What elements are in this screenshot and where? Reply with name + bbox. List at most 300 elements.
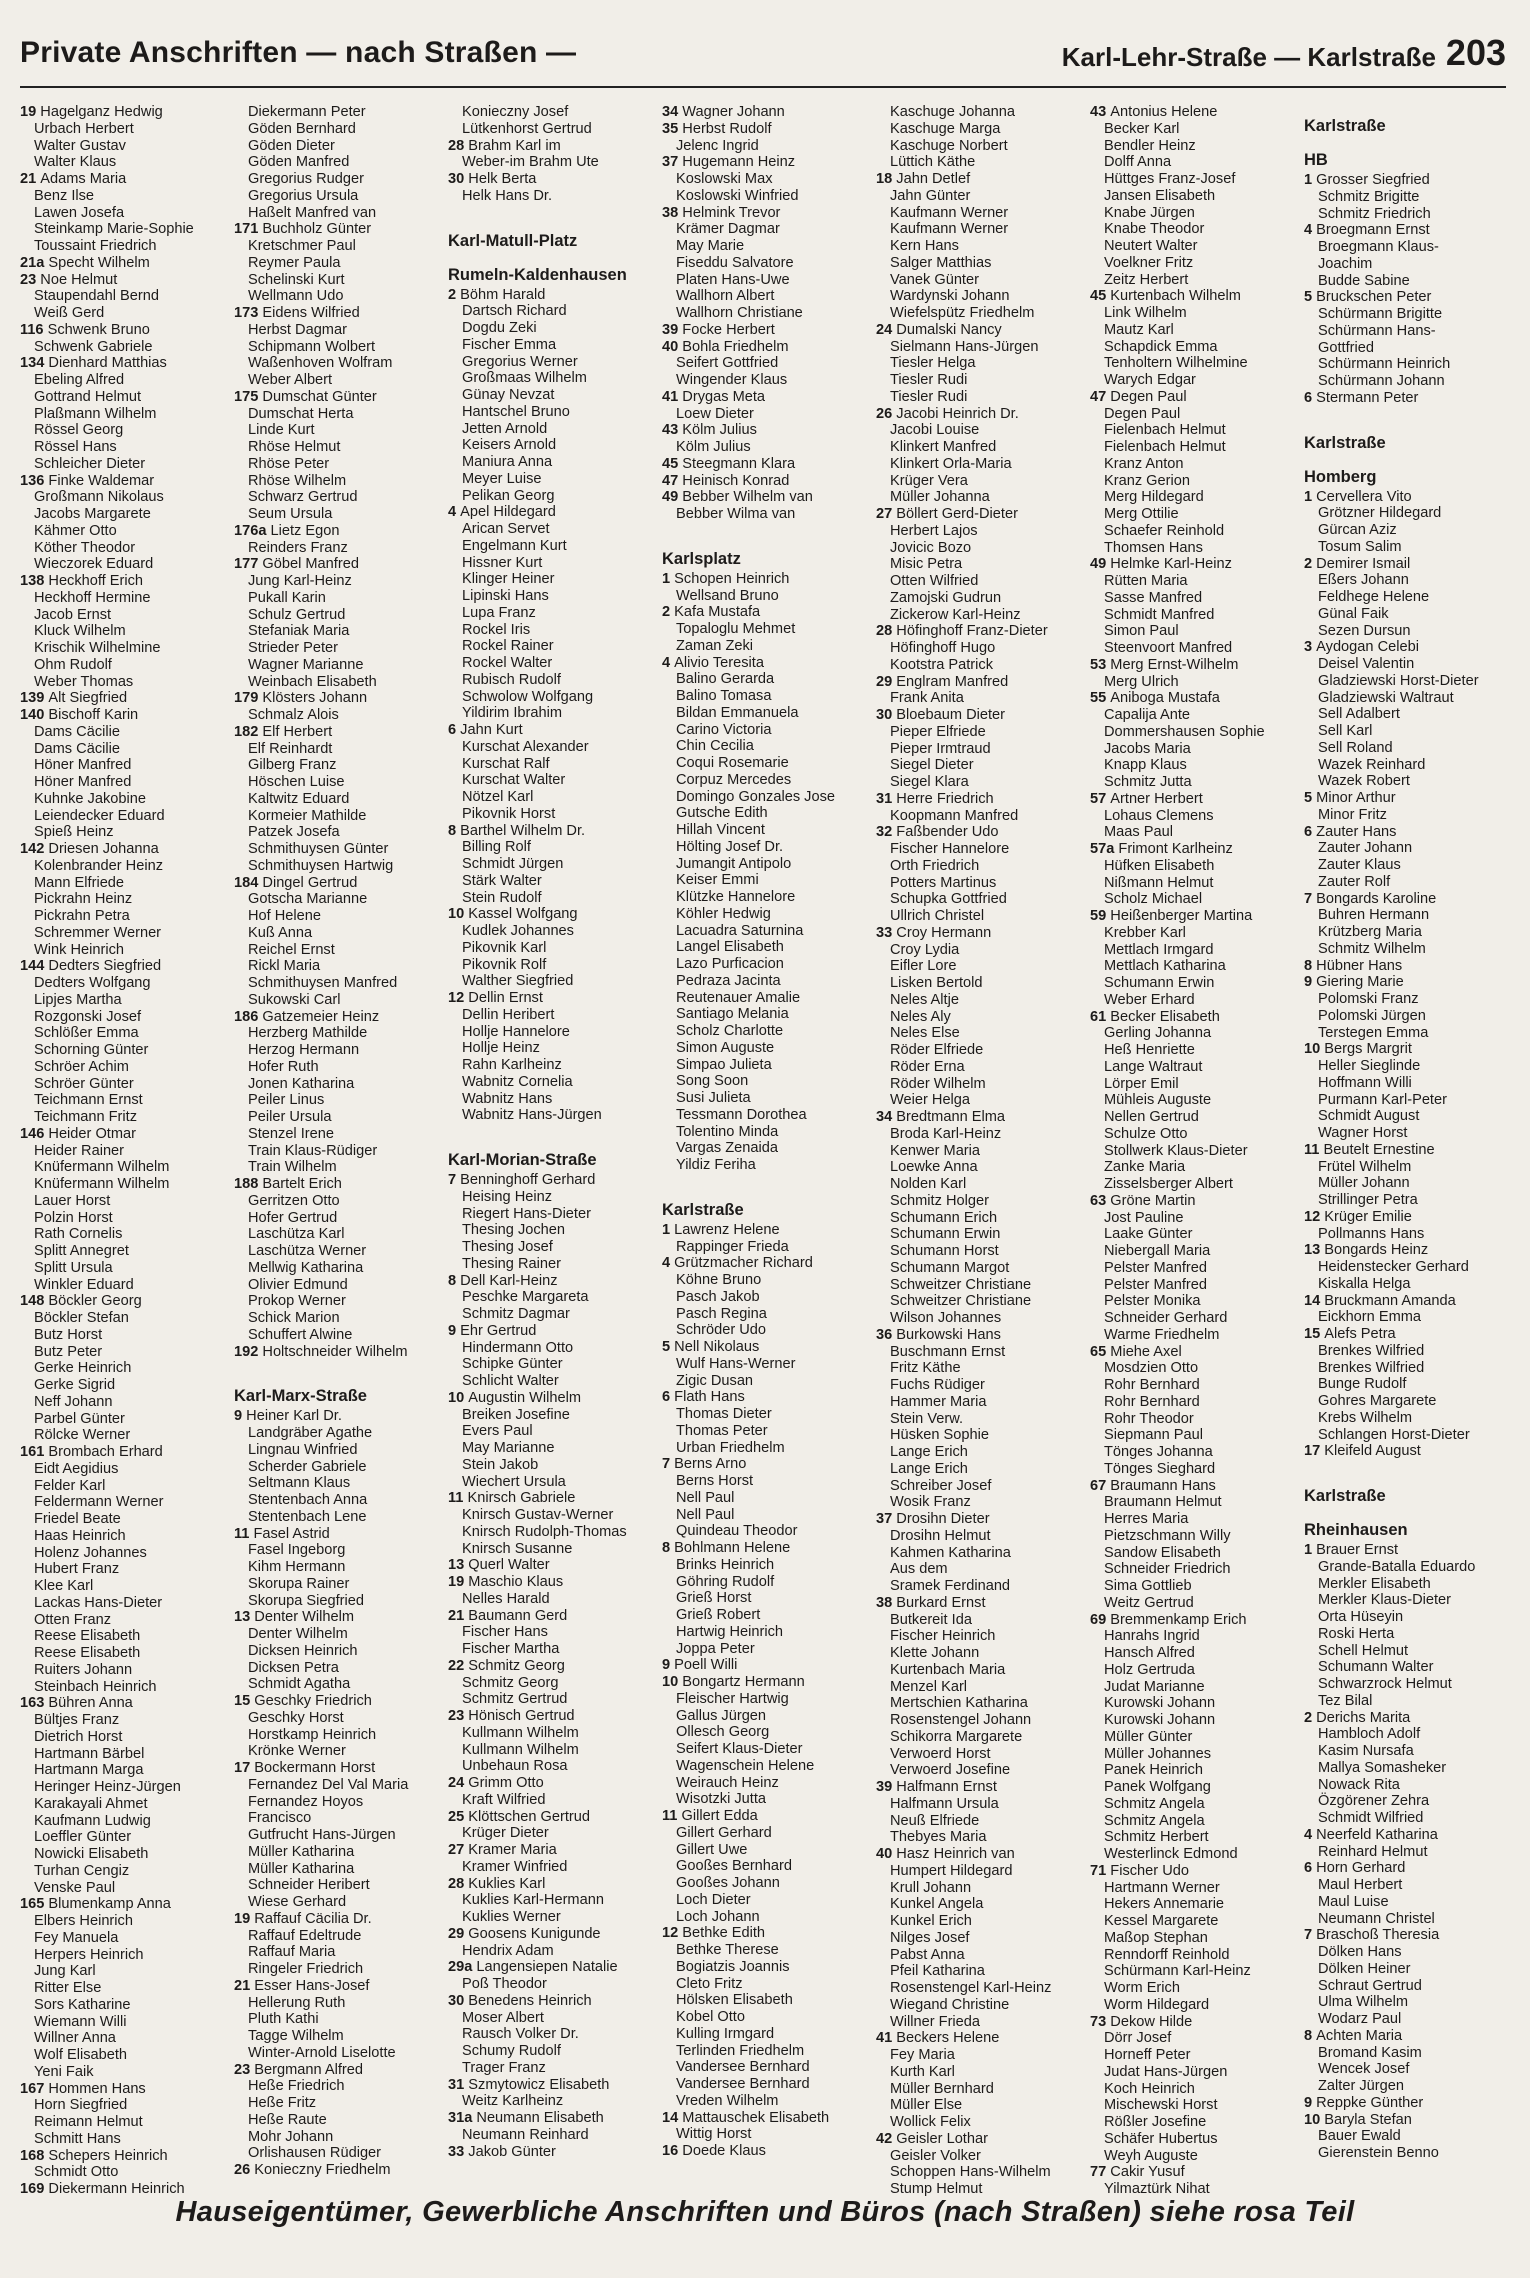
- resident-entry: Potters Martinus: [890, 874, 997, 891]
- resident-name: Bergs Margrit: [1324, 1041, 1412, 1058]
- house-entry: [876, 1109, 1082, 1126]
- house-number: 38: [876, 1594, 897, 1611]
- resident-name: Schwenk Bruno: [47, 321, 150, 338]
- resident-entry: Jonen Katharina: [248, 1075, 355, 1092]
- resident-entry: Schikorra Margarete: [890, 1728, 1023, 1745]
- house-number: 1: [1304, 172, 1317, 188]
- resident-entry: Gerritzen Otto: [248, 1192, 340, 1209]
- resident-entry: Schelinski Kurt: [248, 271, 345, 288]
- resident-entry: Schweitzer Christiane: [890, 1293, 1032, 1310]
- resident-entry: Stenzel Irene: [248, 1125, 334, 1142]
- resident-entry: Vandersee Bernhard: [676, 2076, 810, 2092]
- resident-entry: Röder Wilhelm: [890, 1075, 986, 1092]
- resident-name: Braumann Hans: [1110, 1477, 1216, 1494]
- resident-entry: Zigic Dusan: [676, 1372, 754, 1389]
- resident-name: Merg Ernst-Wilhelm: [1110, 656, 1239, 673]
- resident-entry: Brenkes Wilfried: [1318, 1359, 1425, 1376]
- resident-entry: Steinkamp Marie-Sophie: [34, 221, 194, 238]
- resident-name: Denter Wilhelm: [254, 1609, 355, 1626]
- house-number: 7: [1304, 890, 1317, 907]
- resident-entry: Gohres Margarete: [1318, 1393, 1437, 1409]
- resident-entry: Schlößer Emma: [34, 1025, 139, 1042]
- resident-entry: Wieczorek Eduard: [34, 556, 154, 573]
- resident-entry: Kurtenbach Maria: [890, 1661, 1006, 1678]
- house-entry: [1090, 657, 1296, 674]
- resident-entry: Fielenbach Helmut: [1104, 422, 1226, 439]
- resident-name: Böllert Gerd-Dieter: [896, 506, 1018, 522]
- resident-entry: Reymer Paula: [248, 254, 341, 271]
- resident-entry: Hammer Maria: [890, 1393, 987, 1410]
- resident-entry: Köhne Bruno: [676, 1272, 762, 1288]
- house-number: 24: [448, 1775, 469, 1791]
- house-number: 28: [876, 623, 897, 640]
- resident-entry: Hansch Alfred: [1104, 1645, 1195, 1661]
- house-number: 11: [1304, 1141, 1324, 1158]
- house-number: 2: [1304, 555, 1317, 572]
- house-number: 63: [1090, 1192, 1111, 1209]
- house-number: 182: [234, 723, 263, 740]
- resident-entry: Seifert Klaus-Dieter: [676, 1741, 803, 1757]
- resident-entry: Susi Julieta: [676, 1090, 751, 1106]
- house-number: 139: [20, 690, 49, 707]
- resident-entry: Schmitt Hans: [34, 2130, 121, 2147]
- resident-entry: Pickrahn Heinz: [34, 891, 133, 908]
- resident-name: Bruckmann Amanda: [1324, 1292, 1456, 1309]
- house-number: 17: [234, 1760, 255, 1776]
- house-entry: [1090, 1009, 1296, 1026]
- resident-entry: Francisco: [248, 1810, 312, 1827]
- resident-entry: Tez Bilal: [1318, 1692, 1373, 1709]
- spacer: [234, 1360, 440, 1374]
- resident-name: Bredtmann Elma: [896, 1109, 1005, 1125]
- resident-entry: Langel Elisabeth: [676, 939, 784, 956]
- resident-entry: Maßop Stephan: [1104, 1929, 1208, 1946]
- resident-name: Giering Marie: [1316, 974, 1404, 991]
- resident-entry: Fischer Heinrich: [890, 1628, 996, 1645]
- house-number: 12: [1304, 1208, 1325, 1225]
- house-number: 7: [448, 1172, 461, 1188]
- resident-name: Bethke Edith: [682, 1925, 766, 1942]
- resident-name: Jahn Detlef: [896, 171, 971, 187]
- resident-entry: Stentenbach Lene: [248, 1508, 367, 1525]
- house-entry: [876, 707, 1082, 724]
- resident-entry: Scherder Gabriele: [248, 1458, 367, 1475]
- house-entry: [1090, 1478, 1296, 1495]
- resident-entry: Nelles Harald: [462, 1590, 550, 1607]
- house-entry: [1090, 1193, 1296, 1210]
- house-entry: [448, 2110, 654, 2127]
- house-number: 10: [448, 1389, 469, 1406]
- resident-entry: Kurschat Alexander: [462, 738, 589, 755]
- resident-entry: Koch Heinrich: [1104, 2080, 1195, 2097]
- resident-entry: Weier Helga: [890, 1092, 971, 1109]
- resident-entry: Parbel Günter: [34, 1410, 125, 1427]
- house-number: 39: [662, 321, 683, 338]
- house-number: 13: [1304, 1242, 1325, 1259]
- resident-entry: Wink Heinrich: [34, 941, 125, 958]
- resident-entry: Peschke Margareta: [462, 1289, 589, 1306]
- resident-entry: Müller Katharina: [248, 1860, 355, 1877]
- resident-entry: Gooßes Johann: [676, 1875, 780, 1891]
- resident-entry: Hüsken Sophie: [890, 1427, 989, 1444]
- house-number: 31: [876, 790, 897, 807]
- house-entry: [662, 489, 868, 506]
- resident-entry: Grieß Robert: [676, 1607, 761, 1623]
- house-number: 40: [876, 1846, 897, 1862]
- resident-entry: Wiechert Ursula: [462, 1473, 566, 1490]
- resident-entry: Kaschuge Norbert: [890, 137, 1008, 154]
- house-number: 8: [1304, 957, 1317, 974]
- house-entry: [448, 823, 654, 840]
- resident-name: Bockermann Horst: [254, 1760, 376, 1776]
- house-number: 34: [662, 104, 683, 120]
- house-number: 26: [876, 405, 897, 422]
- resident-entry: Pelster Manfred: [1104, 1259, 1208, 1276]
- house-number: 2: [1304, 1709, 1317, 1726]
- resident-name: Dienhard Matthias: [48, 355, 167, 372]
- house-number: 15: [234, 1693, 255, 1709]
- resident-name: Becker Elisabeth: [1110, 1008, 1220, 1025]
- house-number: 7: [662, 1456, 675, 1473]
- resident-entry: Worm Hildegard: [1104, 1996, 1210, 2013]
- resident-entry: Schumann Margot: [890, 1259, 1010, 1276]
- resident-entry: Raffauf Maria: [248, 1944, 336, 1961]
- resident-entry: Salger Matthias: [890, 254, 992, 271]
- resident-entry: Feldermann Werner: [34, 1494, 164, 1511]
- resident-entry: Wardynski Johann: [890, 288, 1010, 305]
- house-entry: [20, 1293, 226, 1310]
- resident-entry: Panek Wolfgang: [1104, 1779, 1211, 1795]
- resident-entry: Orlishausen Rüdiger: [248, 2145, 382, 2162]
- resident-entry: Skorupa Siegfried: [248, 1592, 365, 1609]
- resident-entry: Gillert Uwe: [676, 1841, 748, 1858]
- resident-entry: Schweitzer Christiane: [890, 1276, 1032, 1293]
- resident-name: Brauer Ernst: [1316, 1542, 1399, 1558]
- house-number: 10: [1304, 2111, 1325, 2128]
- resident-entry: Merkler Elisabeth: [1318, 1575, 1431, 1592]
- house-number: 24: [876, 321, 897, 338]
- resident-name: Grimm Otto: [468, 1775, 544, 1791]
- resident-entry: Wellsand Bruno: [676, 587, 779, 604]
- resident-entry: Sell Karl: [1318, 723, 1373, 739]
- house-number: 41: [662, 388, 683, 405]
- resident-entry: Krämer Dagmar: [676, 221, 780, 238]
- resident-entry: Weber Erhard: [1104, 991, 1195, 1008]
- resident-entry: Schoppen Hans-Wilhelm: [890, 2164, 1051, 2181]
- house-entry: [448, 2077, 654, 2094]
- house-entry: [662, 1389, 868, 1406]
- resident-name: Horn Gerhard: [1316, 1860, 1406, 1877]
- house-number: 14: [1304, 1292, 1325, 1309]
- house-entry: [234, 1693, 440, 1710]
- resident-entry: Domingo Gonzales Jose: [676, 788, 835, 805]
- house-number: 8: [1304, 2027, 1317, 2044]
- resident-entry: Herzberg Mathilde: [248, 1025, 368, 1042]
- house-entry: [234, 221, 440, 238]
- house-entry: [20, 2081, 226, 2098]
- resident-entry: Steinbach Heinrich: [34, 1678, 157, 1695]
- resident-entry: Thesing Jochen: [462, 1222, 566, 1239]
- resident-entry: Wolf Elisabeth: [34, 2047, 128, 2063]
- resident-entry: Eickhorn Emma: [1318, 1309, 1421, 1326]
- house-entry: [448, 722, 654, 739]
- resident-entry: Lüttich Käthe: [890, 154, 976, 171]
- resident-entry: Zauter Klaus: [1318, 857, 1401, 873]
- spacer: [1304, 407, 1510, 421]
- house-number: 36: [876, 1326, 897, 1343]
- house-entry: [876, 171, 1082, 188]
- resident-entry: Kaufmann Werner: [890, 221, 1009, 238]
- resident-entry: Karakayali Ahmet: [34, 1795, 148, 1812]
- house-number: 37: [662, 154, 683, 171]
- resident-entry: Maas Paul: [1104, 824, 1173, 841]
- resident-name: Hasz Heinrich van: [896, 1846, 1015, 1862]
- house-number: 1: [662, 1221, 675, 1238]
- house-entry: [20, 272, 226, 289]
- house-number: 43: [662, 422, 683, 439]
- resident-entry: Herpers Heinrich: [34, 1946, 144, 1963]
- resident-entry: Weber Thomas: [34, 673, 134, 690]
- resident-entry: Schneider Heribert: [248, 1877, 370, 1894]
- resident-name: Kassel Wolfgang: [468, 906, 578, 923]
- house-number: 8: [662, 1540, 675, 1556]
- resident-entry: Gotscha Marianne: [248, 891, 368, 908]
- resident-entry: Hofer Ruth: [248, 1058, 319, 1075]
- resident-entry: Müller Johanna: [890, 489, 990, 506]
- resident-entry: Müller Johann: [1318, 1175, 1410, 1192]
- house-number: 27: [876, 506, 897, 522]
- resident-entry: Schmitz Gertrud: [462, 1691, 568, 1708]
- house-number: 59: [1090, 908, 1111, 924]
- house-entry: [662, 1540, 868, 1557]
- resident-entry: Maniura Anna: [462, 454, 553, 470]
- house-number: 43: [1090, 104, 1111, 120]
- resident-name: Bischoff Karin: [48, 707, 139, 723]
- resident-entry: Train Wilhelm: [248, 1159, 337, 1176]
- resident-entry: Jovicic Bozo: [890, 539, 972, 556]
- resident-name: Barthel Wilhelm Dr.: [460, 822, 586, 839]
- resident-entry: Cleto Fritz: [676, 1975, 743, 1992]
- resident-entry: Sell Adalbert: [1318, 706, 1400, 723]
- resident-entry: Coqui Rosemarie: [676, 755, 789, 771]
- house-number: 184: [234, 874, 263, 891]
- resident-entry: Wagner Horst: [1318, 1125, 1408, 1141]
- house-number: 9: [662, 1657, 675, 1674]
- house-number: 140: [20, 707, 49, 723]
- house-entry: [1090, 908, 1296, 925]
- resident-entry: Reinhard Helmut: [1318, 1843, 1428, 1860]
- resident-entry: May Marianne: [462, 1440, 555, 1456]
- resident-entry: Butkereit Ida: [890, 1611, 972, 1628]
- house-number: 1: [1304, 488, 1317, 505]
- resident-entry: Knapp Klaus: [1104, 757, 1187, 774]
- resident-entry: Schmitz Jutta: [1104, 774, 1192, 790]
- resident-entry: Eifler Lore: [890, 958, 957, 975]
- resident-entry: Gallus Jürgen: [676, 1707, 767, 1724]
- resident-entry: Meyer Luise: [462, 470, 542, 487]
- resident-entry: Schmithuysen Manfred: [248, 975, 398, 991]
- resident-entry: Gierenstein Benno: [1318, 2145, 1439, 2161]
- resident-entry: Heße Raute: [248, 2111, 327, 2128]
- resident-entry: Konieczny Josef: [462, 104, 569, 120]
- resident-entry: Kurowski Johann: [1104, 1695, 1216, 1712]
- resident-entry: Knabe Theodor: [1104, 221, 1205, 238]
- house-entry: [1090, 556, 1296, 573]
- resident-entry: Reese Elisabeth: [34, 1645, 141, 1661]
- resident-entry: Heringer Heinz-Jürgen: [34, 1779, 181, 1795]
- resident-entry: Grieß Horst: [676, 1590, 752, 1607]
- house-entry: [1304, 1927, 1510, 1944]
- resident-entry: Hüfken Elisabeth: [1104, 857, 1215, 874]
- resident-entry: Pikovnik Karl: [462, 939, 547, 956]
- resident-entry: Corpuz Mercedes: [676, 771, 792, 788]
- house-entry: [20, 690, 226, 707]
- resident-entry: Ruiters Johann: [34, 1661, 133, 1678]
- resident-name: Maschio Klaus: [468, 1574, 564, 1590]
- resident-entry: Müller Johannes: [1104, 1745, 1212, 1762]
- house-number: 138: [20, 573, 49, 589]
- house-entry: [234, 1911, 440, 1928]
- resident-entry: Olivier Edmund: [248, 1276, 348, 1293]
- address-column: [1090, 104, 1296, 2197]
- resident-entry: Zalter Jürgen: [1318, 2078, 1404, 2094]
- street-heading: Karlstraße: [1304, 117, 1386, 135]
- resident-entry: Breiken Josefine: [462, 1406, 570, 1423]
- resident-entry: Siepmann Paul: [1104, 1427, 1203, 1444]
- resident-entry: Hambloch Adolf: [1318, 1726, 1421, 1743]
- resident-entry: May Marie: [676, 238, 745, 254]
- resident-name: Steegmann Klara: [682, 455, 796, 472]
- resident-entry: Hendrix Adam: [462, 1942, 554, 1959]
- resident-name: Benedens Heinrich: [468, 1992, 592, 2009]
- house-number: 186: [234, 1008, 263, 1025]
- resident-entry: Becker Karl: [1104, 120, 1180, 137]
- resident-name: Bohlmann Helene: [674, 1540, 791, 1556]
- house-entry: [448, 1809, 654, 1826]
- resident-entry: Knirsch Rudolph-Thomas: [462, 1523, 627, 1540]
- spacer: [448, 1124, 654, 1138]
- resident-entry: Platen Hans-Uwe: [676, 271, 790, 288]
- house-number: 8: [448, 822, 461, 839]
- resident-entry: Loew Dieter: [676, 405, 754, 422]
- resident-entry: Broda Karl-Heinz: [890, 1125, 1002, 1142]
- house-number: 65: [1090, 1343, 1111, 1360]
- resident-entry: Butz Peter: [34, 1343, 103, 1360]
- resident-entry: Grötzner Hildegard: [1318, 505, 1442, 522]
- house-entry: [448, 1273, 654, 1290]
- resident-entry: Rockel Walter: [462, 655, 553, 671]
- resident-entry: Scholz Michael: [1104, 891, 1203, 908]
- resident-entry: Bendler Heinz: [1104, 137, 1196, 154]
- house-number: 28: [448, 1875, 469, 1892]
- house-entry: [662, 1255, 868, 1272]
- resident-entry: Gottrand Helmut: [34, 388, 142, 405]
- house-entry: [20, 171, 226, 188]
- resident-entry: Kern Hans: [890, 238, 959, 254]
- resident-name: Geschky Friedrich: [254, 1693, 372, 1709]
- resident-entry: Hanrahs Ingrid: [1104, 1628, 1200, 1645]
- resident-entry: Wabnitz Hans: [462, 1090, 553, 1107]
- resident-entry: Pietzschmann Willy: [1104, 1527, 1231, 1544]
- resident-entry: Pelster Manfred: [1104, 1276, 1208, 1293]
- resident-entry: Warme Friedhelm: [1104, 1326, 1220, 1343]
- resident-name: Gröne Martin: [1110, 1192, 1196, 1209]
- house-entry: [1090, 389, 1296, 406]
- resident-entry: Butz Horst: [34, 1326, 103, 1343]
- resident-entry: Heß Henriette: [1104, 1042, 1195, 1058]
- resident-entry: Schmitz Holger: [890, 1192, 989, 1209]
- house-entry: [1304, 1209, 1510, 1226]
- resident-name: Grosser Siegfried: [1316, 172, 1430, 188]
- resident-entry: Jumangit Antipolo: [676, 855, 792, 872]
- house-entry: [234, 1009, 440, 1026]
- resident-entry: Wiese Gerhard: [248, 1894, 347, 1910]
- house-number: 6: [1304, 823, 1317, 840]
- resident-entry: Fielenbach Helmut: [1104, 439, 1226, 455]
- house-number: 6: [662, 1389, 675, 1406]
- resident-entry: Jahn Günter: [890, 187, 971, 204]
- house-number: 4: [662, 654, 675, 671]
- resident-entry: Jacobs Maria: [1104, 740, 1191, 757]
- house-entry: [448, 1323, 654, 1340]
- page-number: 203: [1445, 32, 1506, 73]
- resident-entry: Zanke Maria: [1104, 1159, 1186, 1176]
- house-entry: [448, 287, 654, 304]
- street-range-title: Karl-Lehr-Straße — Karlstraße: [1061, 42, 1436, 72]
- house-entry: [662, 473, 868, 490]
- resident-entry: Haas Heinrich: [34, 1527, 126, 1544]
- resident-name: Nell Nikolaus: [674, 1339, 760, 1355]
- resident-name: Konieczny Friedhelm: [254, 2162, 391, 2178]
- resident-entry: Venske Paul: [34, 1879, 116, 1896]
- resident-entry: Schmitz Wilhelm: [1318, 940, 1426, 957]
- house-entry: [20, 104, 226, 121]
- resident-entry: Dommershausen Sophie: [1104, 723, 1265, 740]
- resident-entry: Herbst Dagmar: [248, 321, 347, 338]
- house-entry: [20, 707, 226, 724]
- house-entry: [234, 1609, 440, 1626]
- house-entry: [876, 674, 1082, 691]
- house-number: 12: [448, 990, 469, 1006]
- resident-name: Bruckschen Peter: [1316, 289, 1432, 306]
- street-heading: Karlstraße: [1304, 1487, 1386, 1505]
- house-entry: [20, 1695, 226, 1712]
- resident-entry: Kurschat Ralf: [462, 755, 550, 772]
- resident-name: Kramer Maria: [468, 1842, 557, 1858]
- resident-entry: Benz Ilse: [34, 187, 95, 204]
- resident-entry: Brenkes Wilfried: [1318, 1342, 1425, 1359]
- resident-entry: Nolden Karl: [890, 1176, 967, 1192]
- resident-entry: Neuß Elfriede: [890, 1812, 980, 1829]
- house-number: 2: [448, 286, 461, 303]
- resident-entry: Verwoerd Horst: [890, 1745, 991, 1762]
- resident-name: Finke Waldemar: [48, 472, 155, 489]
- house-number: 57a: [1090, 841, 1119, 857]
- resident-entry: Buschmann Ernst: [890, 1343, 1006, 1360]
- resident-entry: Landgräber Agathe: [248, 1425, 373, 1441]
- resident-entry: Nell Paul: [676, 1506, 735, 1523]
- resident-name: Klösters Johann: [262, 690, 368, 707]
- house-entry: [234, 875, 440, 892]
- house-number: 10: [662, 1674, 683, 1690]
- resident-entry: Göden Dieter: [248, 137, 335, 154]
- resident-name: Demirer Ismail: [1316, 555, 1411, 572]
- resident-entry: Loch Dieter: [676, 1891, 751, 1908]
- address-column: [234, 104, 440, 2178]
- resident-entry: Warych Edgar: [1104, 372, 1196, 388]
- resident-entry: Schmitz Angela: [1104, 1812, 1205, 1829]
- resident-name: Knirsch Gabriele: [467, 1490, 576, 1507]
